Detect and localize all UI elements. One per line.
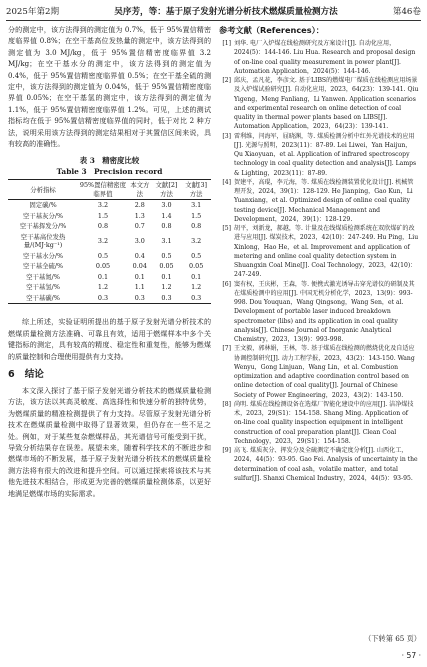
value-cell: 1.1	[134, 283, 145, 292]
reference-number: [8]	[222, 400, 231, 408]
reference-item	[219, 344, 419, 400]
value-cell: 0.05	[159, 262, 174, 271]
reference-number: [6]	[222, 280, 231, 288]
table-row	[8, 221, 211, 232]
running-title: 吴序芳，等：基于原子发射光谱分析技术燃煤质量检测方法	[114, 7, 338, 17]
indicator-cell: 空干基挥发分/%	[19, 222, 67, 231]
value-cell: 0.8	[191, 222, 202, 231]
value-cell: 1.3	[134, 211, 145, 220]
indicator-cell: 空干基高位发热量/(MJ·kg⁻¹)	[20, 232, 66, 249]
value-cell: 0.1	[97, 272, 109, 281]
section-heading	[8, 368, 211, 382]
volume-number: 第46卷	[392, 7, 421, 17]
reference-text: 高飞. 煤质灰分、挥发分及全硫测定不确定度分析[J]. 山西化工，2024，44(5)：93-95. Gao Fei. Analysis of uncertainty in the determination of coal ash，volatile matter，and total sulfur[J]. Shanxi Chemical Industry，2024，44(5)：93-95.	[234, 447, 418, 482]
reference-number: [2]	[222, 77, 231, 84]
table-header-cell: 文献[2]方法	[155, 181, 178, 198]
right-column	[219, 24, 419, 483]
section-title: 结论	[24, 368, 44, 380]
indicator-cell: 空干基水分/%	[22, 251, 64, 260]
value-cell: 0.1	[191, 272, 202, 281]
value-cell: 0.3	[161, 293, 172, 302]
conclusion-paragraph: 本文深入探讨了基于原子发射光谱分析技术的燃煤质量检测方法，该方法以其高灵敏度、高选择性和快速分析的独特优势，为燃煤质量的精准检测提供了有力支持。尽管原子发射光谱分析技术在燃煤质量检测中取得了显著效果，但仍存在一些不足之处。例如，对于某些复杂燃煤样品，其光谱信号可能受到干扰，导致分析结果存在误差。展望未来，随着科学技术的不断进步和燃煤市场的不断发展，基于原子发射光谱分析技术的燃煤质量检测方法将有很大的改进和提升空间。可以通过探索将该技术与其他先进技术相结合，形成更为完善的燃煤质量检测体系，以更好地满足燃煤市场的实际需求。	[8, 385, 211, 498]
table-header-cell: 分析指标	[30, 185, 56, 194]
reference-number: [9]	[222, 447, 231, 454]
reference-number: [3]	[222, 132, 231, 140]
value-cell: 0.5	[161, 251, 172, 260]
reference-text: 贺建平，高琨，李元海，等. 煤质在线检测装置优化设计[J]. 机械管理开发，2024，39(1)：128-129. He Jianping，Gao Kun，Li Yuanxiang，et al. Optimized design of online coal quality testing device[J]. Mechanical Management and Development，2024，39(1)：128-129.	[234, 178, 414, 223]
value-cell: 2.8	[134, 201, 145, 210]
table-row	[8, 210, 211, 221]
section-number: 6	[8, 368, 15, 380]
reference-text: 窦有权，王庆彬，王森，等. 便携式激光诱导击穿光谱仪的研制及其在煤质检测中的应用[J]. 中国无机分析化学，2023，13(9)：993-998. Dou Youquan，Wang Qingsong，Wang Sen，et al. Development of portable laser induced breakdown spectrometer (libs) and its application in coal quality analysis[J]. Chinese Journal of Inorganic Analytical Chemistry，2023，13(9)：993-998.	[234, 280, 415, 343]
reference-text: 王文毅，郭林娟，王林，等. 基于煤质在线检测的燃烧优化及自适应协调控制研究[J]. 动力工程学报，2023，43(2)：143-150. Wang Wenyu，Gong Linjuan，Wang Lin，et al. Combustion optimization and adaptive coordination control based on online detection of coal quality[J]. Journal of Chinese Society of Power Engineering，2023，43(2)：143-150.	[234, 345, 415, 399]
reference-number: [7]	[222, 345, 231, 353]
value-cell: 0.5	[191, 251, 202, 260]
reference-item	[219, 446, 419, 483]
indicator-cell: 固定碳/%	[29, 201, 57, 210]
reference-item	[219, 39, 419, 76]
value-cell: 1.2	[97, 283, 109, 292]
journal-issue: 2025年第2期	[6, 7, 60, 17]
value-cell: 1.4	[161, 211, 172, 220]
value-cell: 3.2	[97, 201, 109, 210]
value-cell: 3.0	[134, 236, 145, 245]
reference-item	[219, 280, 419, 345]
summary-paragraph: 综上所述，实验证明所提出的基于原子发射光谱分析技术的燃煤质量检测方法准确、可靠且有效，适用于燃煤样本中多个关键指标的测定，具有较高的精度、稳定性和重复性，能够为燃煤的质量控制和合理使用提供有力支持。	[8, 317, 211, 361]
table-row	[8, 250, 211, 261]
value-cell: 0.3	[134, 293, 145, 302]
reference-text: 雷利维，闫海军，屈晓渊，等. 煤质检测分析中红外光谱技术的应用[J]. 光源与照明，2023(11)：87-89. Lei Liwei，Yan Haijun，Qu Xiaoyuan，et al. Application of infrared spectroscopy technology in coal quality detection and analysis[J]. Lamps & Lighting，2023(11)：87-89.	[234, 132, 417, 177]
table-header-cell: 文献[3]方法	[185, 181, 208, 198]
indicator-cell: 空干基碳/%	[26, 293, 60, 302]
value-cell: 1.2	[161, 283, 172, 292]
reference-number: [4]	[222, 178, 231, 186]
value-cell: 0.05	[189, 262, 204, 271]
reference-text: 胡平，刘新龙，郝越，等. 计量及在线煤质检测系统在双欣煤矿的改进与应用[J]. 煤炭技术，2023，42(10)：247-249. Hu Ping，Liu Xinlong，Hao He，et al. Improvement and application of metering and online coal quality detection system in Shuangxin Coal Mine[J]. Coal Technology，2023，42(10)：247-249.	[234, 225, 419, 279]
table-header-cell: 95%置信精密度临界值	[79, 181, 127, 198]
value-cell: 3.0	[161, 201, 172, 210]
indicator-cell: 空干基全硫/%	[22, 262, 64, 271]
body-paragraph: 分的测定中，该方法得到的测定值为 0.7%，低于 95%置信精密度临界值 0.8%；在空干基高位发热量的测定中，该方法得到的测定值为 3.0 MJ/kg，低于 95%置信精密度临界值 3.2 MJ/kg；在空干基水分的测定中，该方法得到的测定值为 0.4%，低于 95%置信精密度临界值 0.5%；在空干基全硫的测定中，该方法得到的测定值为 0.04%，低于 95%置信精密度临界值 0.05%；在空干基氢的测定中，该方法得到的测定值为 1.1%，低于 95%置信精密度临界值 1.2%。可见，上述的测试指标均在低于 95%置信精密度临界值的同时，低于对比 2 种方法，说明采用该方法得到的测定结果相对于其置信区间来说，具有较高的准确性。	[8, 25, 211, 149]
page-number: · 57 ·	[401, 651, 421, 660]
value-cell: 0.04	[132, 262, 147, 271]
table-header-row	[8, 180, 211, 199]
table-title-cn: 表 3 精密度比较	[79, 156, 140, 166]
value-cell: 0.1	[161, 272, 172, 281]
table-row	[8, 272, 211, 283]
indicator-cell: 空干基氢/%	[26, 283, 60, 292]
reference-text: 尚明. 煤质在线检测设备在选煤厂智能化建设中的应用[J]. 洁净煤技术，2023，29(S1)：154-158. Shang Ming. Application of on-line coal quality inspection equipment in intelligent construction of coal preparation plant[J]. Clean Coal Technology，2023，29(S1)：154-158.	[234, 400, 414, 445]
reference-item	[219, 224, 419, 280]
table-title-en: Table 3 Precision record	[56, 167, 163, 177]
indicator-cell: 空干基氮/%	[26, 272, 60, 281]
value-cell: 1.5	[97, 211, 109, 220]
reference-item	[219, 400, 419, 446]
table-row	[8, 293, 211, 304]
precision-table	[8, 179, 211, 304]
value-cell: 0.3	[97, 293, 109, 302]
table-row	[8, 232, 211, 251]
reference-item	[219, 178, 419, 224]
table-row	[8, 261, 211, 272]
value-cell: 1.5	[191, 211, 202, 220]
reference-item	[219, 132, 419, 178]
indicator-cell: 空干基灰分/%	[22, 211, 64, 220]
value-cell: 0.8	[161, 222, 172, 231]
reference-text: 刘华. 电厂入炉煤在线检测研究及方案设计[J]. 自动化应用，2024(5)：144-146. Liu Hua. Research and proposal design of on-line coal quality measurement in power plant[J]. Automation Application，2024(5)：144-146.	[234, 40, 416, 75]
value-cell: 3.2	[191, 236, 202, 245]
value-cell: 3.1	[191, 201, 202, 210]
value-cell: 0.3	[191, 293, 202, 302]
reference-item	[219, 76, 419, 132]
value-cell: 0.7	[134, 222, 145, 231]
table-row	[8, 199, 211, 210]
references-heading: 参考文献（References）：	[219, 25, 324, 35]
value-cell: 0.5	[97, 251, 109, 260]
page-header	[6, 4, 421, 21]
reference-list	[219, 39, 419, 483]
value-cell: 0.05	[95, 262, 111, 271]
continued-note: （下转第 65 页）	[364, 634, 421, 643]
reference-number: [1]	[222, 40, 231, 47]
left-column	[8, 24, 211, 499]
reference-text: 邱庆，孟凡花，李彦文. 基于LIBS的燃煤电厂煤质在线检测应用场景及入炉煤试验研究[J]. 自动化应用，2023，64(23)：139-141. Qiu Yigeng，Meng Fanliang，Li Yanwen. Application scenarios and experimental research on online detection of coal quality in thermal power plants based on LIBS[J]. Automation Application，2023，64(23)：139-141.	[234, 77, 419, 131]
value-cell: 0.4	[134, 251, 145, 260]
value-cell: 3.1	[161, 236, 172, 245]
table-row	[8, 282, 211, 293]
value-cell: 1.2	[191, 283, 202, 292]
value-cell: 0.1	[134, 272, 145, 281]
reference-number: [5]	[222, 225, 231, 232]
value-cell: 3.2	[97, 236, 109, 245]
value-cell: 0.8	[97, 222, 109, 231]
table-header-cell: 本文方法	[130, 181, 150, 198]
